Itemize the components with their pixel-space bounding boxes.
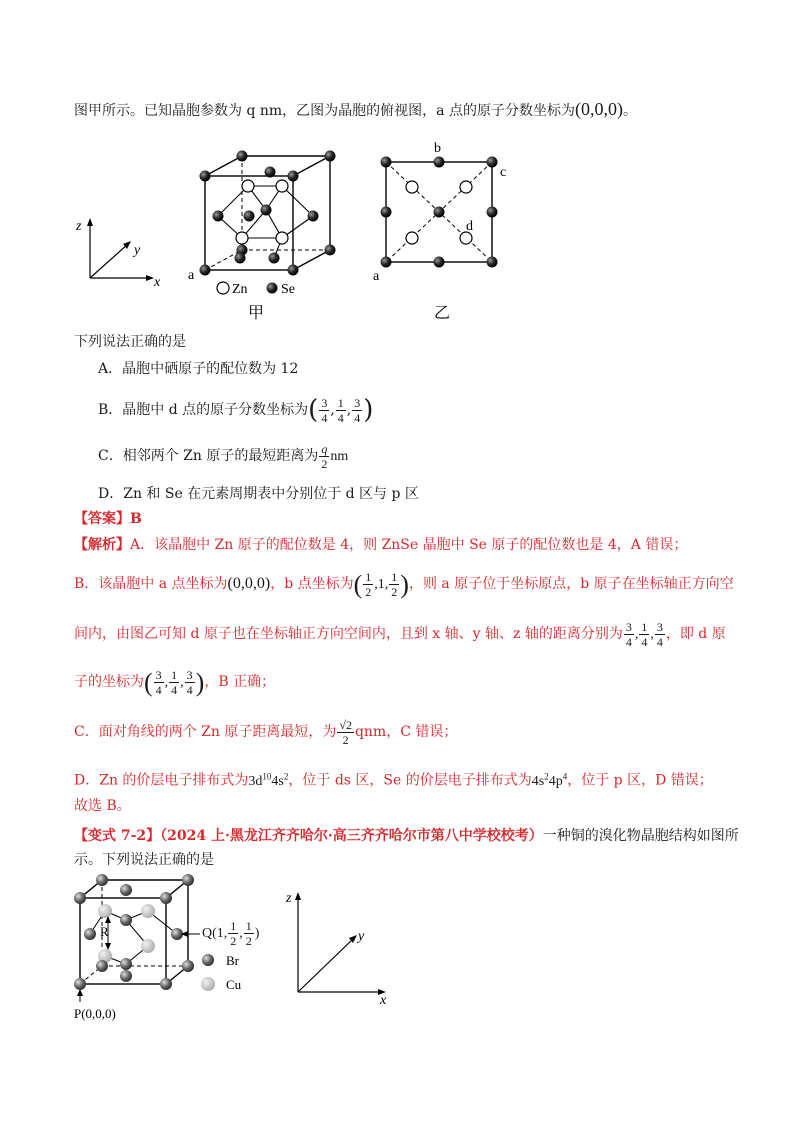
config-sup: 2 [544, 771, 549, 781]
label-a-yi: a [373, 269, 380, 284]
intro-end: 。 [622, 103, 637, 119]
frac-den: 2 [321, 456, 328, 471]
frac-num: 1 [391, 570, 398, 585]
option-c [98, 438, 348, 474]
option-c-text: C．相邻两个 Zn 原子的最短距离为 [98, 448, 319, 464]
frac-num: 3 [186, 668, 193, 683]
axis-y-label: y [134, 243, 141, 258]
frac-num: √2 [339, 717, 352, 732]
legend-br-marker [202, 954, 214, 966]
config-sup: 4 [562, 771, 568, 781]
frac-den: 4 [171, 683, 178, 698]
label-c: c [500, 165, 507, 180]
axis2-x-label: x [380, 993, 387, 1008]
legend-zn-marker [217, 282, 229, 294]
legend-se-marker [267, 283, 278, 294]
config-sup: 10 [262, 771, 272, 781]
caption-jia: 甲 [248, 305, 265, 322]
option-a: A．晶胞中硒原子的配位数为 12 [98, 361, 299, 377]
label-d: d [466, 219, 473, 234]
analysis-text: ，b 点坐标为 [270, 576, 354, 592]
frac-den: 2 [230, 934, 237, 949]
frac-den: 4 [321, 410, 328, 425]
frac-den: 4 [337, 410, 344, 425]
variant-text: 一种铜的溴化物晶胞结构如图所 [542, 828, 739, 844]
analysis-text: ，即 d 原 [665, 626, 726, 642]
answer-label: 【答案】B [74, 511, 142, 527]
frac-num: 1 [337, 395, 344, 410]
q-pre: Q(1, [202, 926, 228, 941]
legend-br-label: Br [226, 953, 239, 968]
option-d: D．Zn 和 Se 在元素周期表中分别位于 d 区与 p 区 [98, 486, 419, 502]
intro-line [74, 99, 637, 121]
config-sup: 2 [283, 771, 289, 781]
question-stem: 下列说法正确的是 [74, 334, 186, 350]
analysis-label: 【解析】 [74, 537, 130, 553]
frac-den: 2 [342, 732, 349, 747]
option-b: B．晶胞中 d 点的原子分数坐标为( $\frac{3}{4}$ , $\frac{1}{4}$ , $\frac{3}{4}$ ) [98, 395, 374, 425]
legend-zn-label: Zn [232, 282, 248, 297]
label-Q: Q(1, $\frac{1}{2}$ , $\frac{1}{2}$ ) [202, 919, 260, 949]
frac-den: 4 [641, 635, 648, 650]
frac-num: 1 [365, 570, 372, 585]
frac-num: 1 [641, 620, 648, 635]
label-R: R [100, 924, 109, 939]
coord-mid: ,1, [374, 577, 389, 592]
variant-source: （2024 上·黑龙江齐齐哈尔·高三齐齐哈尔市第八中学校校考） [160, 828, 543, 844]
variant-label: 【变式 7-2】 [74, 828, 161, 844]
frac-num: 3 [625, 620, 632, 635]
axes-small [75, 218, 161, 290]
analysis-text: ，位于 ds 区，Se 的价层电子排布式为 [288, 772, 532, 789]
q-end: ) [254, 926, 260, 941]
frac-den: 4 [656, 635, 663, 650]
variant-line-2: 示。下列说法正确的是 [74, 852, 214, 868]
analysis-text: qnm，C 错误； [354, 724, 458, 740]
option-c-unit: nm [330, 449, 349, 464]
axis-x-label: x [154, 275, 161, 290]
frac-den: 4 [354, 410, 361, 425]
unit-cell-jia [188, 151, 336, 323]
frac-den: 4 [186, 683, 193, 698]
analysis-text: ，位于 p 区，D 错误； [567, 772, 713, 789]
axis2-y-label: y [358, 929, 365, 944]
config-se: 4p [548, 773, 563, 789]
variant-line-1 [74, 826, 739, 846]
analysis-line-6 [74, 766, 713, 792]
axis2-z-label: z [286, 891, 292, 906]
frac-den: 2 [365, 585, 372, 600]
axis-z-label: z [76, 219, 82, 234]
config-se: 4s [531, 773, 545, 789]
analysis-text: B．该晶胞中 a 点坐标为 [74, 576, 228, 592]
label-b: b [434, 141, 441, 156]
analysis-text: ，B 正确； [204, 674, 276, 690]
analysis-line-5 [74, 712, 457, 752]
legend-se-label: Se [281, 282, 295, 297]
option-b-text: B．晶胞中 d 点的原子分数坐标为 [98, 402, 309, 418]
coord-a: (0,0,0) [227, 575, 271, 592]
analysis-text: 间内，由图乙可知 d 原子也在坐标轴正方向空间内，且到 x 轴、y 轴、z 轴的距离分别为 [74, 626, 623, 642]
figure-jia-yi [60, 140, 540, 330]
frac-den: 2 [245, 934, 252, 949]
analysis-line-4: 子的坐标为( $\frac{3}{4}$ , $\frac{1}{4}$ , $\frac{3}{4}$ )，B 正确； [74, 667, 276, 698]
analysis-text: C．面对角线的两个 Zn 原子距离最短，为 [74, 724, 337, 740]
frac-den: 4 [625, 635, 632, 650]
analysis-text: ，则 a 原子位于坐标原点，b 原子在坐标轴正方向空 [408, 576, 734, 592]
analysis-line-1 [74, 535, 687, 555]
frac-num: 1 [171, 668, 178, 683]
intro-text: 图甲所示。已知晶胞参数为 q nm，乙图为晶胞的俯视图，a 点的原子分数坐标为 [74, 103, 575, 119]
analysis-line-2: B．该晶胞中 a 点坐标为(0,0,0)，b 点坐标为( $\frac{1}{2}$ ,1, $\frac{1}{2}$ )，则 a 原子位于坐标原点，b 原子在坐标轴正方向空 [74, 569, 734, 600]
config-zn: 3d [248, 773, 263, 789]
label-P: P(0,0,0) [74, 1006, 116, 1021]
frac-num: 3 [155, 668, 162, 683]
analysis-text-1: A．该晶胞中 Zn 原子的配位数是 4，则 ZnSe 晶胞中 Se 原子的配位数也是 4，A 错误； [130, 537, 688, 553]
frac-den: 2 [391, 585, 398, 600]
analysis-line-7: 故选 B。 [74, 798, 131, 814]
legend-cu-label: Cu [226, 977, 242, 992]
axes-large [285, 891, 387, 1008]
config-zn: 4s [271, 773, 284, 789]
frac-num: 3 [354, 395, 361, 410]
analysis-line-3: 间内，由图乙可知 d 原子也在坐标轴正方向空间内，且到 x 轴、y 轴、z 轴的距离分别为 $\frac{3}{4}$ , $\frac{1}{4}$ , $\frac{3}{4}$ ，即 d 原 [74, 620, 726, 650]
frac-num: 3 [321, 395, 328, 410]
frac-num: 1 [230, 919, 237, 934]
label-a-jia: a [188, 268, 195, 283]
analysis-text: D．Zn 的价层电子排布式为 [74, 772, 249, 789]
caption-yi: 乙 [434, 305, 451, 322]
analysis-text: 子的坐标为 [74, 674, 144, 690]
frac-den: 4 [155, 683, 162, 698]
intro-coord: (0,0,0) [574, 99, 623, 119]
frac-num: 3 [656, 620, 663, 635]
frac-num: 1 [245, 919, 252, 934]
frac-num: q [321, 441, 328, 456]
top-view-yi [373, 141, 506, 322]
legend-cu-marker [201, 977, 215, 991]
